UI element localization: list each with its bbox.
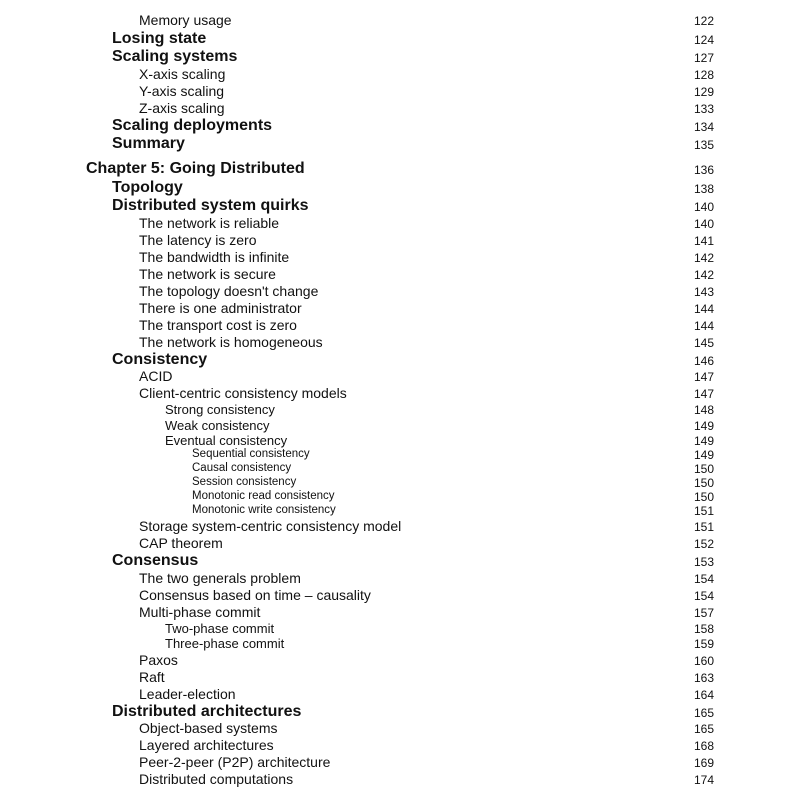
subsection-entry-title: Consensus based on time – causality bbox=[139, 587, 371, 603]
subsection-entry-title: ACID bbox=[139, 368, 173, 384]
section-heading-title: Topology bbox=[112, 179, 183, 196]
page-number: 133 bbox=[694, 102, 715, 116]
page-number: 127 bbox=[694, 51, 715, 65]
page-number: 142 bbox=[694, 268, 715, 282]
subsection-entry-title: The network is secure bbox=[139, 266, 276, 282]
minor-entry-title: Session consistency bbox=[192, 476, 297, 488]
page-number: 158 bbox=[694, 622, 715, 636]
page-number: 154 bbox=[694, 572, 715, 586]
page-number: 157 bbox=[694, 606, 715, 620]
page-number: 134 bbox=[694, 120, 715, 134]
page-number: 124 bbox=[694, 33, 715, 47]
page-number: 152 bbox=[694, 537, 715, 551]
subsection-entry-title: Raft bbox=[139, 669, 165, 685]
subsection-entry-title: The topology doesn't change bbox=[139, 283, 319, 299]
page-number: 143 bbox=[694, 285, 715, 299]
section-heading-title: Distributed system quirks bbox=[112, 197, 309, 214]
subsection-entry-title: There is one administrator bbox=[139, 300, 302, 316]
subsection-entry-title: Layered architectures bbox=[139, 737, 274, 753]
subsection-entry-title: CAP theorem bbox=[139, 535, 223, 551]
subsection-entry-title: The network is reliable bbox=[139, 215, 280, 231]
page-number: 122 bbox=[694, 14, 715, 28]
section-heading-title: Scaling systems bbox=[112, 48, 238, 65]
page-number: 144 bbox=[694, 302, 715, 316]
page-number: 159 bbox=[694, 637, 715, 651]
page-number: 151 bbox=[694, 504, 715, 518]
section-heading-title: Losing state bbox=[112, 30, 207, 47]
page-number: 149 bbox=[694, 434, 715, 448]
subsubsection-entry-title: Two-phase commit bbox=[165, 621, 275, 636]
page-number: 150 bbox=[694, 462, 715, 476]
subsection-entry-title: The two generals problem bbox=[139, 570, 301, 586]
page-number: 151 bbox=[694, 520, 715, 534]
page-number: 142 bbox=[694, 251, 715, 265]
subsection-entry-title: Peer-2-peer (P2P) architecture bbox=[139, 754, 331, 770]
page-number: 128 bbox=[694, 68, 715, 82]
page-number: 174 bbox=[694, 773, 715, 787]
subsection-entry-title: Distributed computations bbox=[139, 771, 294, 787]
section-heading-title: Consensus bbox=[112, 552, 199, 569]
page-number: 140 bbox=[694, 217, 715, 231]
page-number: 138 bbox=[694, 182, 715, 196]
page-number: 169 bbox=[694, 756, 715, 770]
page-number: 135 bbox=[694, 138, 715, 152]
minor-entry-title: Sequential consistency bbox=[192, 448, 310, 460]
minor-entry-title: Monotonic write consistency bbox=[192, 504, 336, 516]
subsection-entry-title: Memory usage bbox=[139, 12, 232, 28]
subsection-entry-title: Client-centric consistency models bbox=[139, 385, 347, 401]
minor-entry-title: Monotonic read consistency bbox=[192, 490, 335, 502]
chapter-heading-title: Chapter 5: Going Distributed bbox=[86, 160, 305, 177]
page-number: 163 bbox=[694, 671, 715, 685]
subsection-entry-title: Paxos bbox=[139, 652, 178, 668]
page-number: 165 bbox=[694, 722, 715, 736]
section-heading-title: Distributed architectures bbox=[112, 703, 302, 720]
subsection-entry-title: Y-axis scaling bbox=[139, 83, 225, 99]
page-number: 144 bbox=[694, 319, 715, 333]
page-number: 153 bbox=[694, 555, 715, 569]
page-number: 164 bbox=[694, 688, 715, 702]
page-number: 149 bbox=[694, 419, 715, 433]
subsection-entry-title: Leader-election bbox=[139, 686, 236, 702]
subsection-entry-title: The network is homogeneous bbox=[139, 334, 323, 350]
subsection-entry-title: X-axis scaling bbox=[139, 66, 226, 82]
page-number: 141 bbox=[694, 234, 715, 248]
minor-entry-title: Causal consistency bbox=[192, 462, 292, 474]
subsection-entry-title: Z-axis scaling bbox=[139, 100, 225, 116]
subsection-entry-title: The transport cost is zero bbox=[139, 317, 297, 333]
page-number: 147 bbox=[694, 387, 715, 401]
page-number: 146 bbox=[694, 354, 715, 368]
page-number: 165 bbox=[694, 706, 715, 720]
page-number: 147 bbox=[694, 370, 715, 384]
subsection-entry-title: The latency is zero bbox=[139, 232, 257, 248]
section-heading-title: Scaling deployments bbox=[112, 117, 273, 134]
page-number: 129 bbox=[694, 85, 715, 99]
section-heading-title: Summary bbox=[112, 135, 185, 152]
subsubsection-entry-title: Strong consistency bbox=[165, 402, 275, 417]
subsection-entry-title: Multi-phase commit bbox=[139, 604, 261, 620]
page-number: 140 bbox=[694, 200, 715, 214]
page-number: 150 bbox=[694, 490, 715, 504]
subsection-entry-title: Storage system-centric consistency model bbox=[139, 518, 402, 534]
subsubsection-entry-title: Weak consistency bbox=[165, 418, 270, 433]
subsection-entry-title: The bandwidth is infinite bbox=[139, 249, 290, 265]
page-number: 150 bbox=[694, 476, 715, 490]
page-number: 168 bbox=[694, 739, 715, 753]
page-number: 148 bbox=[694, 403, 715, 417]
page-number: 136 bbox=[694, 163, 715, 177]
page-number: 149 bbox=[694, 448, 715, 462]
subsection-entry-title: Object-based systems bbox=[139, 720, 278, 736]
page-number: 145 bbox=[694, 336, 715, 350]
section-heading-title: Consistency bbox=[112, 351, 208, 368]
page-number: 160 bbox=[694, 654, 715, 668]
page-number: 154 bbox=[694, 589, 715, 603]
subsubsection-entry-title: Eventual consistency bbox=[165, 433, 288, 448]
subsubsection-entry-title: Three-phase commit bbox=[165, 636, 285, 651]
